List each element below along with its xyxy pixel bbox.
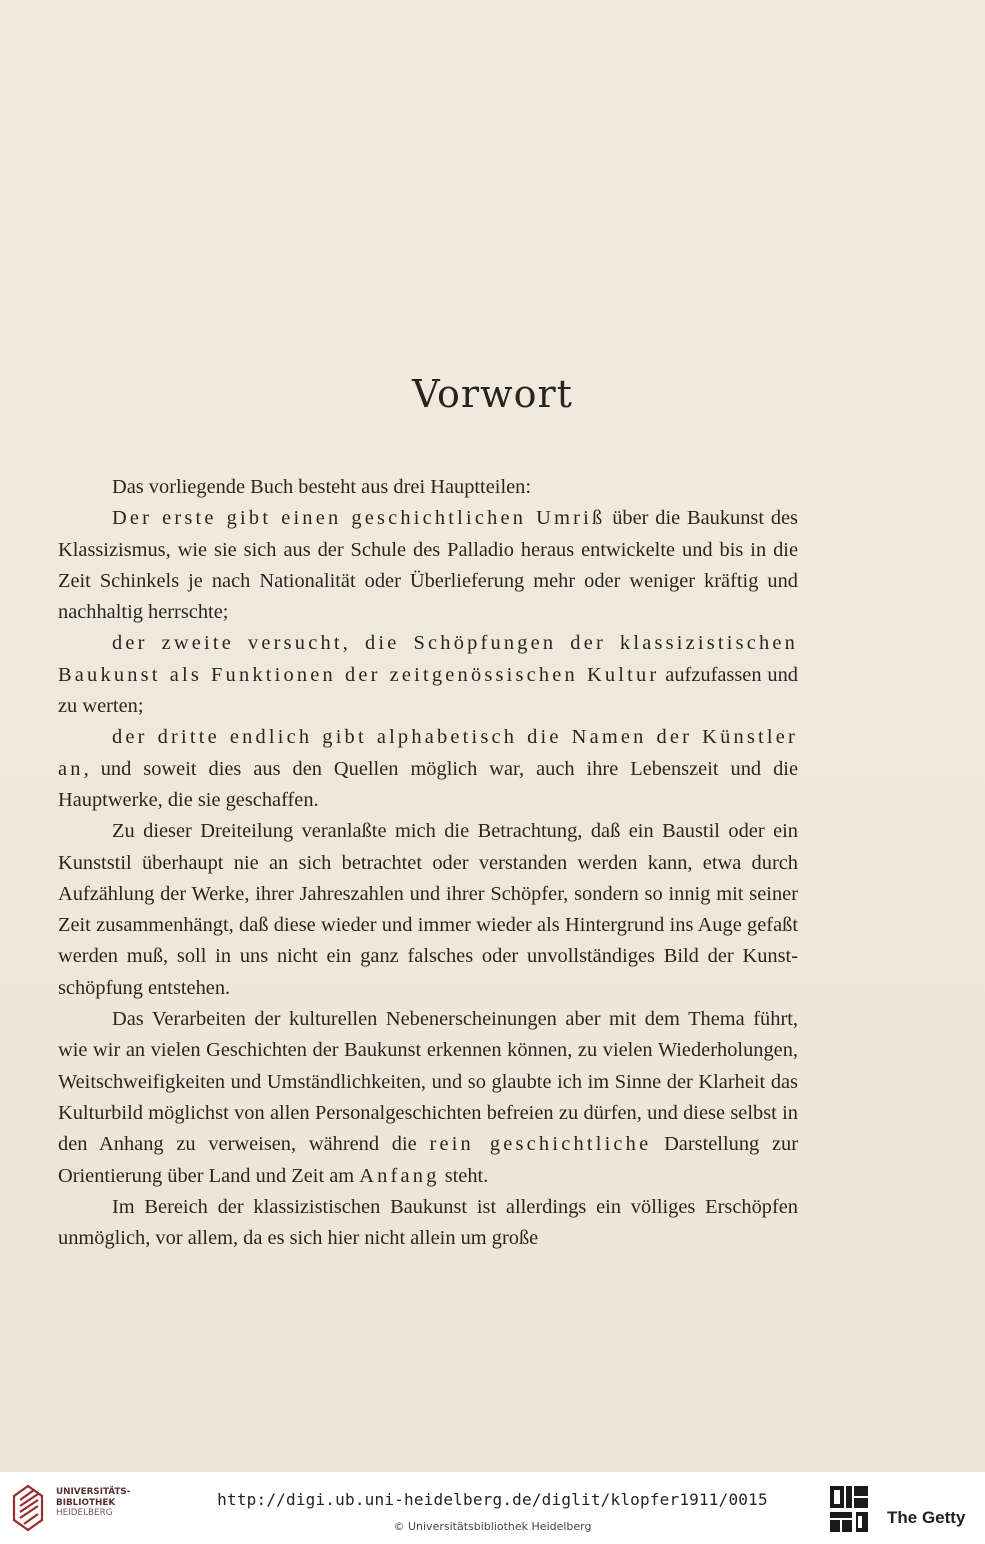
text-run: Im Bereich der klassizistischen Baukunst ist allerdings ein völliges Erschöpfen unmöglich, vor allem, da es sich hier nicht allein um große bbox=[58, 1195, 798, 1250]
spaced-emphasis: Anfang bbox=[359, 1164, 440, 1187]
getty-logo-icon bbox=[828, 1484, 872, 1536]
paragraph bbox=[58, 1004, 798, 1192]
library-line-2: BIBLIOTHEK bbox=[56, 1497, 116, 1508]
text-run: aufzufassen und zu werten; bbox=[58, 663, 798, 718]
text-run: Das Verarbeiten der kulturellen Nebenerscheinungen aber mit dem Thema führt, wie wir an vielen Geschichten der Baukunst erkennen können, zu vielen Wiederholungen, Weitschweifigkeiten und Umständlichkeiten, und so glaubte ich im Sinne der Klarheit das Kulturbild möglichst von allen Personalgeschichten befreien zu dürfen, und diese selbst in den Anhang zu verweisen, während die bbox=[58, 1008, 798, 1156]
library-line-1: UNIVERSITÄTS- bbox=[56, 1487, 131, 1497]
paragraph bbox=[58, 722, 798, 816]
library-line-3: HEIDELBERG bbox=[56, 1508, 113, 1518]
body-text bbox=[58, 472, 798, 1254]
page-title: Vorwort bbox=[412, 372, 573, 416]
text-run: Das vorliegende Buch besteht aus drei Hauptteilen: bbox=[112, 476, 532, 498]
spaced-emphasis: Der erste gibt einen geschichtlichen Umriß bbox=[112, 507, 606, 530]
spaced-emphasis: rein geschichtliche bbox=[429, 1133, 652, 1156]
paragraph bbox=[58, 628, 798, 722]
text-run: über die Baukunst des Klassizismus, wie sie sich aus der Schule des Palladio heraus entwickelte und bis in die Zeit Schinkels je nach Nationalität oder Überlieferung mehr oder weniger kräftig und nachhaltig herrschte; bbox=[58, 507, 798, 624]
paragraph bbox=[58, 503, 798, 628]
paragraph bbox=[58, 1192, 798, 1255]
text-run: steht. bbox=[439, 1164, 489, 1187]
footer-bar bbox=[0, 1472, 985, 1544]
text-run: Zu dieser Dreiteilung veranlaßte mich die Betrachtung, daß ein Baustil oder ein Kunststil überhaupt nie an sich betrachtet oder verstanden werden kann, etwa durch Aufzählung der Werke, ihrer Jahreszahlen und ihrer Schöpfer, sondern so innig mit seiner Zeit zusammenhängt, daß diese wieder und immer wieder als Hintergrund ins Auge gefaßt werden muß, soll in uns nicht ein ganz falsches oder unvollständiges Bild der Kunstschöpfung entstehen. bbox=[58, 820, 798, 999]
copyright-notice: © Universitätsbibliothek Heidelberg bbox=[393, 1520, 592, 1533]
spaced-emphasis: der zweite versucht, die Schöpfungen der klassizistischen Baukunst als Funktionen der zeitgenössischen Kultur bbox=[58, 632, 798, 686]
spaced-emphasis: der dritte endlich gibt alphabetisch die Namen der Künstler an bbox=[58, 726, 798, 780]
text-run: , und soweit dies aus den Quellen möglich war, auch ihre Lebenszeit und die Hauptwerke, die sie geschaffen. bbox=[58, 757, 798, 811]
getty-name: The Getty bbox=[887, 1508, 966, 1527]
permalink-url[interactable]: http://digi.ub.uni-heidelberg.de/diglit/klopfer1911/0015 bbox=[217, 1490, 768, 1509]
paragraph bbox=[58, 816, 798, 1004]
paragraph bbox=[58, 472, 798, 503]
text-run: Darstellung zur Orientierung über Land und Zeit am bbox=[58, 1133, 798, 1187]
